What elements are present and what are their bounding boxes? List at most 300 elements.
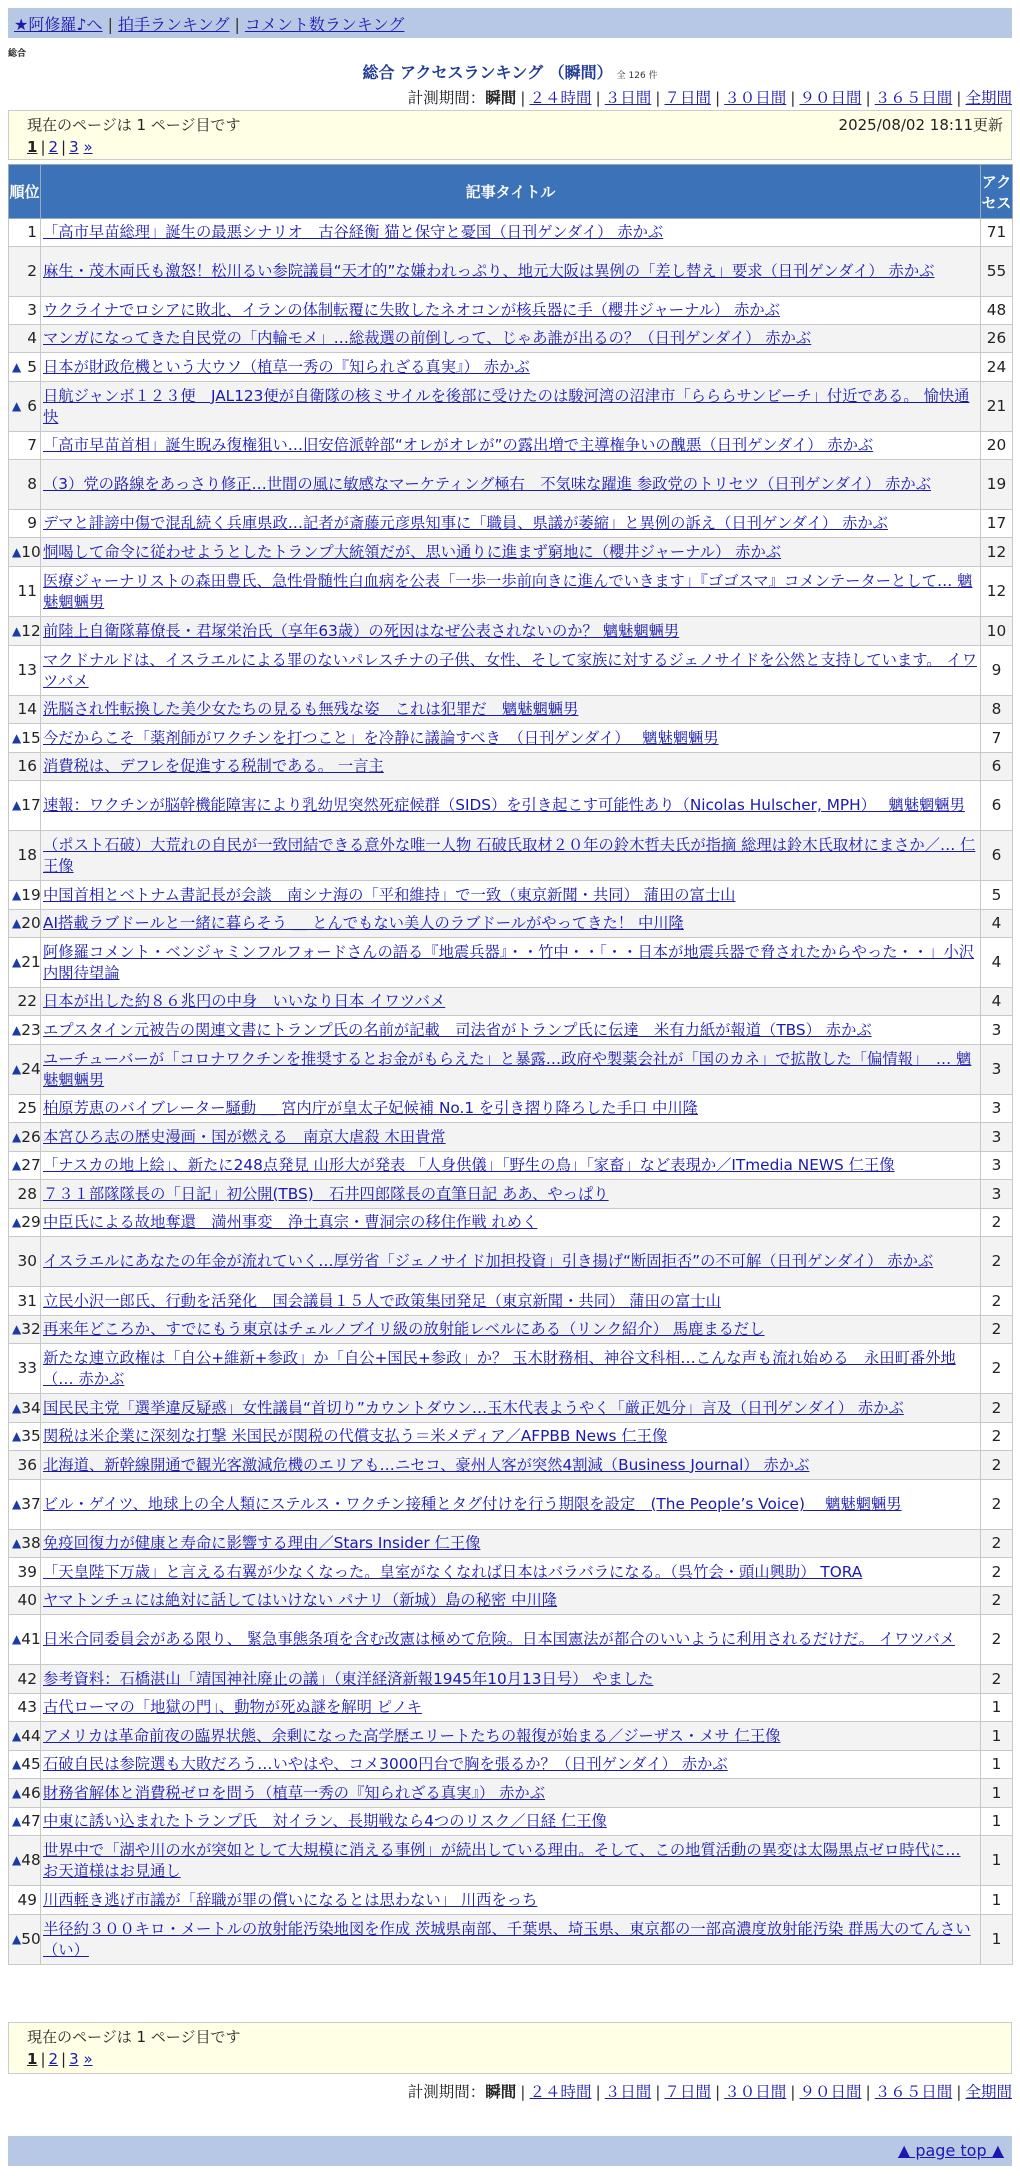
article-link[interactable]: ユーチューバーが「コロナワクチンを推奨するとお金がもらえた」と暴露…政府や製薬会社が「国のカネ」で拡散した「偏情報」 … 魑魅魍魎男 (43, 1049, 972, 1089)
rank-number: 3 (27, 301, 37, 319)
article-link[interactable]: 医療ジャーナリストの森田豊氏、急性骨髄性白血病を公表「一歩一歩前向きに進んでいきます」『ゴゴスマ』コメンテーターとして… 魑魅魍魎男 (43, 571, 973, 611)
title-cell (41, 696, 981, 724)
rank-number: 8 (27, 475, 37, 493)
rank-cell (9, 1209, 41, 1237)
category-label: 総合 (8, 49, 27, 59)
title-cell (41, 1779, 981, 1808)
table-row (9, 1722, 1013, 1751)
rank-up-icon: ▲ (12, 1632, 22, 1646)
rank-number: 27 (21, 1156, 41, 1174)
access-cell: 3 (981, 1095, 1013, 1123)
title-cell (41, 1423, 981, 1451)
rank-number: 37 (21, 1495, 41, 1513)
access-cell: 2 (981, 1237, 1013, 1287)
rank-up-icon: ▲ (12, 1129, 22, 1144)
period-separator: | (865, 2083, 871, 2101)
table-row (9, 1180, 1013, 1209)
page-top-link[interactable]: ▲ page top ▲ (897, 2141, 1004, 2160)
article-link[interactable]: エプスタイン元被告の関連文書にトランプ氏の名前が記載 司法省がトランプ氏に伝達 米有力紙が報道（TBS） 赤かぶ (43, 1020, 872, 1039)
period-label: 計測期間： (407, 2083, 486, 2101)
table-row (9, 1615, 1013, 1665)
period-separator: | (655, 2083, 661, 2101)
title-cell (41, 432, 981, 460)
table-row (9, 297, 1013, 325)
access-cell: 6 (981, 781, 1013, 831)
period-separator: | (790, 89, 796, 107)
rank-number: 38 (21, 1534, 41, 1552)
rank-number: 41 (21, 1630, 41, 1648)
title-cell (41, 1808, 981, 1836)
rank-cell (9, 1180, 41, 1209)
access-cell: 2 (981, 1344, 1013, 1394)
article-link[interactable]: （ポスト石破）大荒れの自民が一致団結できる意外な唯一人物 石破氏取材２０年の鈴木哲夫氏が指摘 総理は鈴木氏取材にまさか／… 仁王像 (43, 835, 976, 875)
current-page-text: 現在のページは 1 ページ目です (27, 116, 241, 134)
period-link[interactable]: ３０日間 (724, 2083, 787, 2101)
article-link[interactable]: 中臣氏による故地奪還 満州事変 浄土真宗・曹洞宗の移住作戦 れめく (43, 1213, 538, 1231)
rank-number: 42 (17, 1669, 37, 1688)
access-cell: 24 (981, 353, 1013, 382)
title-cell (41, 1095, 981, 1123)
pager-next-link[interactable]: » (83, 2050, 93, 2068)
rank-number: 47 (21, 1812, 41, 1830)
rank-number: 30 (17, 1252, 37, 1270)
rank-up-icon: ▲ (12, 916, 22, 930)
title-cell (41, 1045, 981, 1095)
period-link[interactable]: ９０日間 (799, 89, 862, 107)
article-link[interactable]: 川西輊き逃げ市議が「辞職が罪の償いになるとは思わない」 川西をっち (43, 1890, 538, 1909)
access-cell: 21 (981, 382, 1013, 432)
article-link[interactable]: 恫喝して命令に従わせようとしたトランプ大統領だが、思い通りに進まず窮地に（櫻井ジャーナル） 赤かぶ (43, 542, 782, 561)
article-link[interactable]: 財務省解体と消費税ゼロを問う（植草一秀の『知られざる真実』） 赤かぶ (43, 1783, 546, 1802)
period-link[interactable]: ２４時間 (529, 2083, 592, 2101)
title-cell (41, 353, 981, 382)
period-bar-bottom (408, 2080, 1012, 2102)
period-link[interactable]: ７日間 (664, 2083, 711, 2101)
rank-number: 19 (21, 885, 41, 904)
table-row (9, 325, 1013, 353)
access-cell: 1 (981, 1694, 1013, 1722)
rank-up-icon: ▲ (12, 730, 22, 745)
nav-link-comment-ranking[interactable]: コメント数ランキング (244, 15, 405, 34)
access-cell: 2 (981, 1665, 1013, 1694)
access-cell: 2 (981, 1530, 1013, 1558)
access-cell: 1 (981, 1808, 1013, 1836)
table-row (9, 938, 1013, 988)
rank-cell (9, 1886, 41, 1915)
title-cell (41, 1237, 981, 1287)
rank-number: 36 (17, 1455, 37, 1474)
rank-number: 12 (21, 621, 41, 640)
access-cell: 6 (981, 753, 1013, 781)
ranking-table (8, 164, 1013, 1965)
rank-cell (9, 353, 41, 382)
rank-number: 39 (17, 1562, 37, 1581)
article-link[interactable]: イスラエルにあなたの年金が流れていく…厚労省「ジェノサイド加担投資」引き揚げ“断固拒否”の不可解（日刊ゲンダイ） 赤かぶ (43, 1252, 934, 1270)
article-link[interactable]: 中国首相とベトナム書記長が会談 南シナ海の「平和維持」で一致（東京新聞・共同） 蒲田の富士山 (43, 885, 736, 904)
rank-up-icon: ▲ (12, 1757, 22, 1771)
rank-up-icon: ▲ (12, 1022, 22, 1037)
rank-up-icon: ▲ (12, 1785, 22, 1800)
access-cell: 4 (981, 988, 1013, 1016)
rank-up-icon: ▲ (12, 1158, 22, 1172)
rank-cell (9, 1722, 41, 1751)
title-cell (41, 1152, 981, 1180)
title-cell (41, 567, 981, 617)
rank-number: 50 (21, 1930, 41, 1948)
article-link[interactable]: 「天皇陛下万歳」と言える右翼が少なくなった。皇室がなくなれば日本はバラバラになる。（呉竹会・頭山興助） TORA (43, 1562, 863, 1581)
table-row (9, 988, 1013, 1016)
access-cell: 19 (981, 460, 1013, 510)
table-row (9, 1045, 1013, 1095)
access-cell: 48 (981, 297, 1013, 325)
title-cell (41, 382, 981, 432)
access-cell: 12 (981, 538, 1013, 567)
rank-number: 40 (17, 1591, 37, 1609)
period-link[interactable]: 全期間 (965, 89, 1012, 107)
page-title-text: 総合 アクセスランキング （瞬間） (362, 63, 613, 82)
title-cell (41, 1209, 981, 1237)
article-link[interactable]: 日航ジャンボ１２３便 JAL123便が自衛隊の核ミサイルを後部に受けたのは駿河湾の沼津市「らららサンビーチ」付近である。 愉快通快 (43, 386, 970, 426)
table-row (9, 696, 1013, 724)
rank-number: 23 (21, 1020, 41, 1039)
pager-separator: | (40, 2050, 46, 2068)
rank-cell (9, 753, 41, 781)
page-info-bottom (8, 2022, 1012, 2074)
title-cell (41, 1344, 981, 1394)
article-link[interactable]: 「ナスカの地上絵」、新たに248点発見 山形大が発表 「人身供儀」「野生の鳥」「家畜」など表現か／ITmedia NEWS 仁王像 (43, 1156, 895, 1174)
period-link[interactable]: ７日間 (664, 89, 711, 107)
rank-cell (9, 1587, 41, 1615)
title-cell (41, 1665, 981, 1694)
table-row (9, 1836, 1013, 1886)
article-link[interactable]: 参考資料：石橋湛山「靖国神社廃止の議」（東洋経済新報1945年10月13日号） やました (43, 1669, 654, 1688)
article-link[interactable]: 免疫回復力が健康と寿命に影響する理由／Stars Insider 仁王像 (43, 1534, 481, 1552)
table-row (9, 781, 1013, 831)
article-link[interactable]: 古代ローマの「地獄の門」、動物が死ぬ謎を解明 ピノキ (43, 1698, 422, 1716)
access-cell: 12 (981, 567, 1013, 617)
title-cell (41, 1530, 981, 1558)
rank-up-icon: ▲ (12, 887, 22, 902)
nav-link-asyura[interactable]: ★阿修羅♪へ (14, 15, 103, 34)
rank-cell (9, 1045, 41, 1095)
period-current: 瞬間 (485, 89, 517, 107)
header-access: アクセス (981, 165, 1013, 219)
article-link[interactable]: 麻生・茂木両氏も激怒！松川るい参院議員“天才的”な嫌われっぷり、地元大阪は異例の「差し替え」要求（日刊ゲンダイ） 赤かぶ (43, 262, 935, 280)
header-rank: 順位 (9, 165, 41, 219)
rank-cell (9, 460, 41, 510)
rank-number: 25 (17, 1099, 37, 1117)
rank-cell (9, 938, 41, 988)
article-link[interactable]: 立民小沢一郎氏、行動を活発化 国会議員１５人で政策集団発足（東京新聞・共同） 蒲田の富士山 (43, 1291, 721, 1310)
rank-cell (9, 538, 41, 567)
rank-number: 13 (17, 661, 37, 679)
article-link[interactable]: 新たな連立政権は「自公+維新+参政」か「自公+国民+参政」か？ 玉木財務相、神谷文科相…こんな声も流れ始める 永田町番外地（… 赤かぶ (43, 1348, 956, 1388)
article-link[interactable]: マンガになってきた自民党の「内輪モメ」…総裁選の前倒しって、じゃあ誰が出るの？（日刊ゲンダイ） 赤かぶ (43, 329, 812, 347)
title-cell (41, 219, 981, 247)
access-cell: 55 (981, 247, 1013, 297)
access-cell: 3 (981, 1123, 1013, 1152)
rank-cell (9, 1779, 41, 1808)
rank-cell (9, 910, 41, 938)
period-label: 計測期間： (407, 89, 486, 107)
rank-cell (9, 1694, 41, 1722)
title-cell (41, 297, 981, 325)
rank-cell (9, 297, 41, 325)
table-row (9, 910, 1013, 938)
article-link[interactable]: 前陸上自衛隊幕僚長・君塚栄治氏（享年63歳）の死因はなぜ公表されないのか？ 魑魅魍魎男 (43, 621, 680, 640)
page-info-top (8, 110, 1012, 160)
title-cell (41, 325, 981, 353)
rank-cell (9, 696, 41, 724)
rank-number: 7 (27, 436, 37, 454)
access-cell: 2 (981, 1451, 1013, 1480)
article-link[interactable]: 今だからこそ「薬剤師がワクチンを打つこと」を冷静に議論すべき （日刊ゲンダイ） 魑魅魍魎男 (43, 728, 719, 747)
rank-number: 35 (21, 1427, 41, 1445)
header-title: 記事タイトル (41, 165, 981, 219)
access-cell: 1 (981, 1836, 1013, 1886)
period-link[interactable]: 全期間 (965, 2083, 1012, 2101)
period-separator: | (520, 2083, 526, 2101)
table-row (9, 353, 1013, 382)
table-row (9, 617, 1013, 646)
article-link[interactable]: 柏原芳恵のバイブレーター騒動 ＿ 宮内庁が皇太子妃候補 No.1 を引き摺り降ろした手口 中川隆 (43, 1099, 698, 1117)
article-link[interactable]: ビル・ゲイツ、地球上の全人類にステルス・ワクチン接種とタグ付けを行う期限を設定 (The People’s Voice) 魑魅魍魎男 (43, 1495, 902, 1513)
title-cell (41, 1016, 981, 1045)
title-cell (41, 1722, 981, 1751)
rank-number: 9 (27, 514, 37, 532)
table-row (9, 881, 1013, 910)
top-nav-bar (8, 8, 1012, 38)
access-cell: 2 (981, 1209, 1013, 1237)
article-link[interactable]: 日本が財政危機という大ウソ（植草一秀の『知られざる真実』） 赤かぶ (43, 357, 530, 376)
access-cell: 10 (981, 617, 1013, 646)
pager-page-link[interactable]: 2 (48, 2050, 59, 2068)
period-separator: | (865, 89, 871, 107)
table-row (9, 1423, 1013, 1451)
nav-link-applause-ranking[interactable]: 拍手ランキング (117, 15, 230, 34)
rank-cell (9, 646, 41, 696)
table-row (9, 1451, 1013, 1480)
rank-cell (9, 1237, 41, 1287)
article-link[interactable]: 洗脳され性転換した美少女たちの見るも無残な姿 これは犯罪だ 魑魅魍魎男 (43, 700, 579, 718)
rank-up-icon: ▲ (12, 1322, 22, 1336)
title-cell (41, 1180, 981, 1209)
period-separator: | (595, 2083, 601, 2101)
access-cell: 4 (981, 910, 1013, 938)
rank-cell (9, 1836, 41, 1886)
access-cell: 71 (981, 219, 1013, 247)
title-cell (41, 1886, 981, 1915)
article-link[interactable]: 北海道、新幹線開通で観光客激減危機のエリアも…ニセコ、豪州人客が突然4割減（Business Journal） 赤かぶ (43, 1455, 810, 1474)
table-row (9, 538, 1013, 567)
article-link[interactable]: 再来年どころか、すでにもう東京はチェルノブイリ級の放射能レベルにある（リンク紹介） 馬鹿まるだし (43, 1320, 765, 1338)
rank-number: 44 (21, 1726, 41, 1745)
access-cell: 7 (981, 724, 1013, 753)
table-row (9, 646, 1013, 696)
rank-number: 18 (17, 846, 37, 864)
article-link[interactable]: 消費税は、デフレを促進する税制である。 一言主 (43, 757, 384, 775)
table-row (9, 724, 1013, 753)
article-link[interactable]: ヤマトンチュには絶対に話してはいけない パナリ（新城）島の秘密 中川隆 (43, 1591, 558, 1609)
rank-cell (9, 1751, 41, 1779)
table-row (9, 382, 1013, 432)
table-row (9, 753, 1013, 781)
article-link[interactable]: ウクライナでロシアに敗北、イランの体制転覆に失敗したネオコンが核兵器に手（櫻井ジャーナル） 赤かぶ (43, 301, 780, 319)
rank-cell (9, 510, 41, 538)
rank-cell (9, 1530, 41, 1558)
rank-up-icon: ▲ (12, 1728, 22, 1743)
article-link[interactable]: 世界中で「湖や川の水が突如として大規模に消える事例」が続出している理由。そして、この地質活動の異変は太陽黒点ゼロ時代に… お天道様はお見通し (43, 1840, 961, 1880)
article-link[interactable]: 阿修羅コメント・ベンジャミンフルフォードさんの語る『地震兵器』・・竹中・・「・・日本が地震兵器で脅されたからやった・・」小沢内閣待望論 (43, 942, 975, 982)
title-cell (41, 988, 981, 1016)
period-separator: | (520, 89, 526, 107)
article-link[interactable]: ７３１部隊隊長の「日記」初公開(TBS) 石井四郎隊長の直筆日記 ああ、やっぱり (43, 1184, 609, 1203)
pager-separator: | (61, 138, 67, 156)
rank-number: 45 (21, 1755, 41, 1773)
article-link[interactable]: 速報：ワクチンが脳幹機能障害により乳幼児突然死症候群（SIDS）を引き起こす可能性あり（Nicolas Hulscher, MPH） 魑魅魍魎男 (43, 796, 965, 814)
table-row (9, 1287, 1013, 1316)
table-row (9, 1095, 1013, 1123)
rank-number: 26 (21, 1127, 41, 1146)
rank-number: 29 (21, 1213, 41, 1231)
rank-cell (9, 1665, 41, 1694)
title-cell (41, 538, 981, 567)
rank-number: 6 (27, 397, 37, 415)
rank-number: 34 (21, 1398, 41, 1417)
rank-up-icon: ▲ (12, 623, 22, 638)
rank-up-icon: ▲ (12, 1215, 22, 1229)
access-cell: 3 (981, 1180, 1013, 1209)
period-link[interactable]: ３日間 (604, 89, 652, 107)
pager-next-link[interactable]: » (83, 138, 93, 156)
rank-up-icon: ▲ (12, 1536, 22, 1550)
period-separator: | (956, 89, 962, 107)
access-cell: 1 (981, 1722, 1013, 1751)
table-row (9, 1152, 1013, 1180)
title-cell (41, 1915, 981, 1965)
period-link[interactable]: ２４時間 (529, 89, 592, 107)
rank-up-icon: ▲ (12, 798, 22, 812)
table-row (9, 1558, 1013, 1587)
article-link[interactable]: 中東に誘い込まれたトランプ氏 対イラン、長期戦なら4つのリスク／日経 仁王像 (43, 1812, 607, 1830)
table-row (9, 1394, 1013, 1423)
rank-cell (9, 1287, 41, 1316)
rank-cell (9, 1344, 41, 1394)
title-cell (41, 1587, 981, 1615)
article-link[interactable]: AI搭載ラブドールと一緒に暮らそう ＿ とんでもない美人のラブドールがやってきた！ 中川隆 (43, 914, 684, 932)
article-link[interactable]: デマと誹謗中傷で混乱続く兵庫県政…記者が斎藤元彦県知事に「職員、県議が萎縮」と異例の訴え（日刊ゲンダイ） 赤かぶ (43, 514, 888, 532)
period-bar-top (408, 86, 1012, 108)
access-cell: 2 (981, 1587, 1013, 1615)
article-link[interactable]: （3）党の路線をあっさり修正…世間の風に敏感なマーケティング極右 不気味な躍進 参政党のトリセツ（日刊ゲンダイ） 赤かぶ (43, 475, 932, 493)
rank-up-icon: ▲ (12, 1062, 22, 1076)
title-cell (41, 617, 981, 646)
table-row (9, 1530, 1013, 1558)
period-link[interactable]: ３日間 (604, 2083, 652, 2101)
table-row (9, 1779, 1013, 1808)
rank-up-icon: ▲ (12, 1853, 22, 1867)
rank-up-icon: ▲ (12, 1429, 22, 1443)
title-cell (41, 881, 981, 910)
article-link[interactable]: 日米合同委員会がある限り、 緊急事態条項を含む改憲は極めて危険。日本国憲法が都合のいいように利用されるだけだ。 イワツバメ (43, 1630, 955, 1648)
nav-separator: | (234, 15, 240, 34)
period-link[interactable]: ９０日間 (799, 2083, 862, 2101)
title-cell (41, 1751, 981, 1779)
table-row (9, 460, 1013, 510)
access-cell: 8 (981, 696, 1013, 724)
rank-number: 43 (17, 1698, 37, 1716)
period-link[interactable]: ３６５日間 (874, 89, 953, 107)
table-row (9, 247, 1013, 297)
pager-top (27, 138, 93, 156)
title-cell (41, 510, 981, 538)
rank-cell (9, 382, 41, 432)
bottom-bar (8, 2136, 1012, 2166)
access-cell: 26 (981, 325, 1013, 353)
period-separator: | (655, 89, 661, 107)
article-link[interactable]: マクドナルドは、イスラエルによる罪のないパレスチナの子供、女性、そして家族に対するジェノサイドを公然と支持しています。 イワツバメ (43, 650, 977, 690)
access-cell: 4 (981, 938, 1013, 988)
rank-number: 28 (17, 1184, 37, 1203)
title-cell (41, 1558, 981, 1587)
rank-number: 46 (21, 1783, 41, 1802)
rank-cell (9, 1451, 41, 1480)
title-cell (41, 1615, 981, 1665)
article-link[interactable]: 日本が出した約８６兆円の中身 いいなり日本 イワツバメ (43, 992, 446, 1010)
pager-separator: | (40, 138, 46, 156)
pager-page-link[interactable]: 3 (69, 138, 79, 156)
period-separator: | (595, 89, 601, 107)
title-cell (41, 1451, 981, 1480)
article-link[interactable]: 本宮ひろ志の歴史漫画・国が燃える 南京大虐殺 木田貴常 (43, 1127, 446, 1146)
current-page-text: 現在のページは 1 ページ目です (27, 2028, 241, 2046)
pager-bottom (27, 2050, 93, 2068)
rank-number: 11 (17, 582, 37, 600)
article-link[interactable]: 関税は米企業に深刻な打撃 米国民が関税の代償支払う＝米メディア／AFPBB News 仁王像 (43, 1427, 668, 1445)
access-cell: 1 (981, 1915, 1013, 1965)
access-cell: 3 (981, 1045, 1013, 1095)
rank-number: 14 (17, 700, 37, 718)
table-row (9, 1480, 1013, 1530)
access-cell: 2 (981, 1480, 1013, 1530)
article-link[interactable]: 石破自民は参院選も大敗だろう…いやはや、コメ3000円台で胸を張るか？（日刊ゲンダイ） 赤かぶ (43, 1755, 728, 1773)
table-row (9, 1665, 1013, 1694)
title-cell (41, 724, 981, 753)
pager-page-link[interactable]: 3 (69, 2050, 79, 2068)
rank-cell (9, 617, 41, 646)
rank-cell (9, 325, 41, 353)
rank-number: 21 (21, 953, 41, 971)
updated-timestamp: 2025/08/02 18:11更新 (838, 116, 1003, 134)
article-link[interactable]: 国民民主党「選挙違反疑惑」女性議員“首切り”カウントダウン…玉木代表ようやく「厳正処分」言及（日刊ゲンダイ） 赤かぶ (43, 1398, 904, 1417)
article-link[interactable]: アメリカは革命前夜の臨界状態、余剰になった高学歴エリートたちの報復が始まる／ジーザス・メサ 仁王像 (43, 1726, 781, 1745)
period-link[interactable]: ３６５日間 (874, 2083, 953, 2101)
period-separator: | (715, 2083, 721, 2101)
rank-cell (9, 1423, 41, 1451)
title-cell (41, 247, 981, 297)
nav-separator: | (107, 15, 113, 34)
table-row (9, 1886, 1013, 1915)
rank-number: 16 (17, 757, 37, 775)
pager-page-link[interactable]: 2 (48, 138, 59, 156)
table-row (9, 510, 1013, 538)
article-link[interactable]: 「高市早苗首相」誕生睨み復権狙い…旧安倍派幹部“オレがオレが”の露出増で主導権争いの醜悪（日刊ゲンダイ） 赤かぶ (43, 436, 874, 454)
title-cell (41, 1123, 981, 1152)
article-link[interactable]: 「高市早苗総理」誕生の最悪シナリオ 古谷経衡 猫と保守と憂国（日刊ゲンダイ） 赤かぶ (43, 223, 664, 241)
pager-current: 1 (27, 138, 38, 156)
period-link[interactable]: ３０日間 (724, 89, 787, 107)
article-link[interactable]: 半径約３００キロ・メートルの放射能汚染地図を作成 茨城県南部、千葉県、埼玉県、東京都の一部高濃度放射能汚染 群馬大のてんさい（い） (43, 1919, 971, 1959)
